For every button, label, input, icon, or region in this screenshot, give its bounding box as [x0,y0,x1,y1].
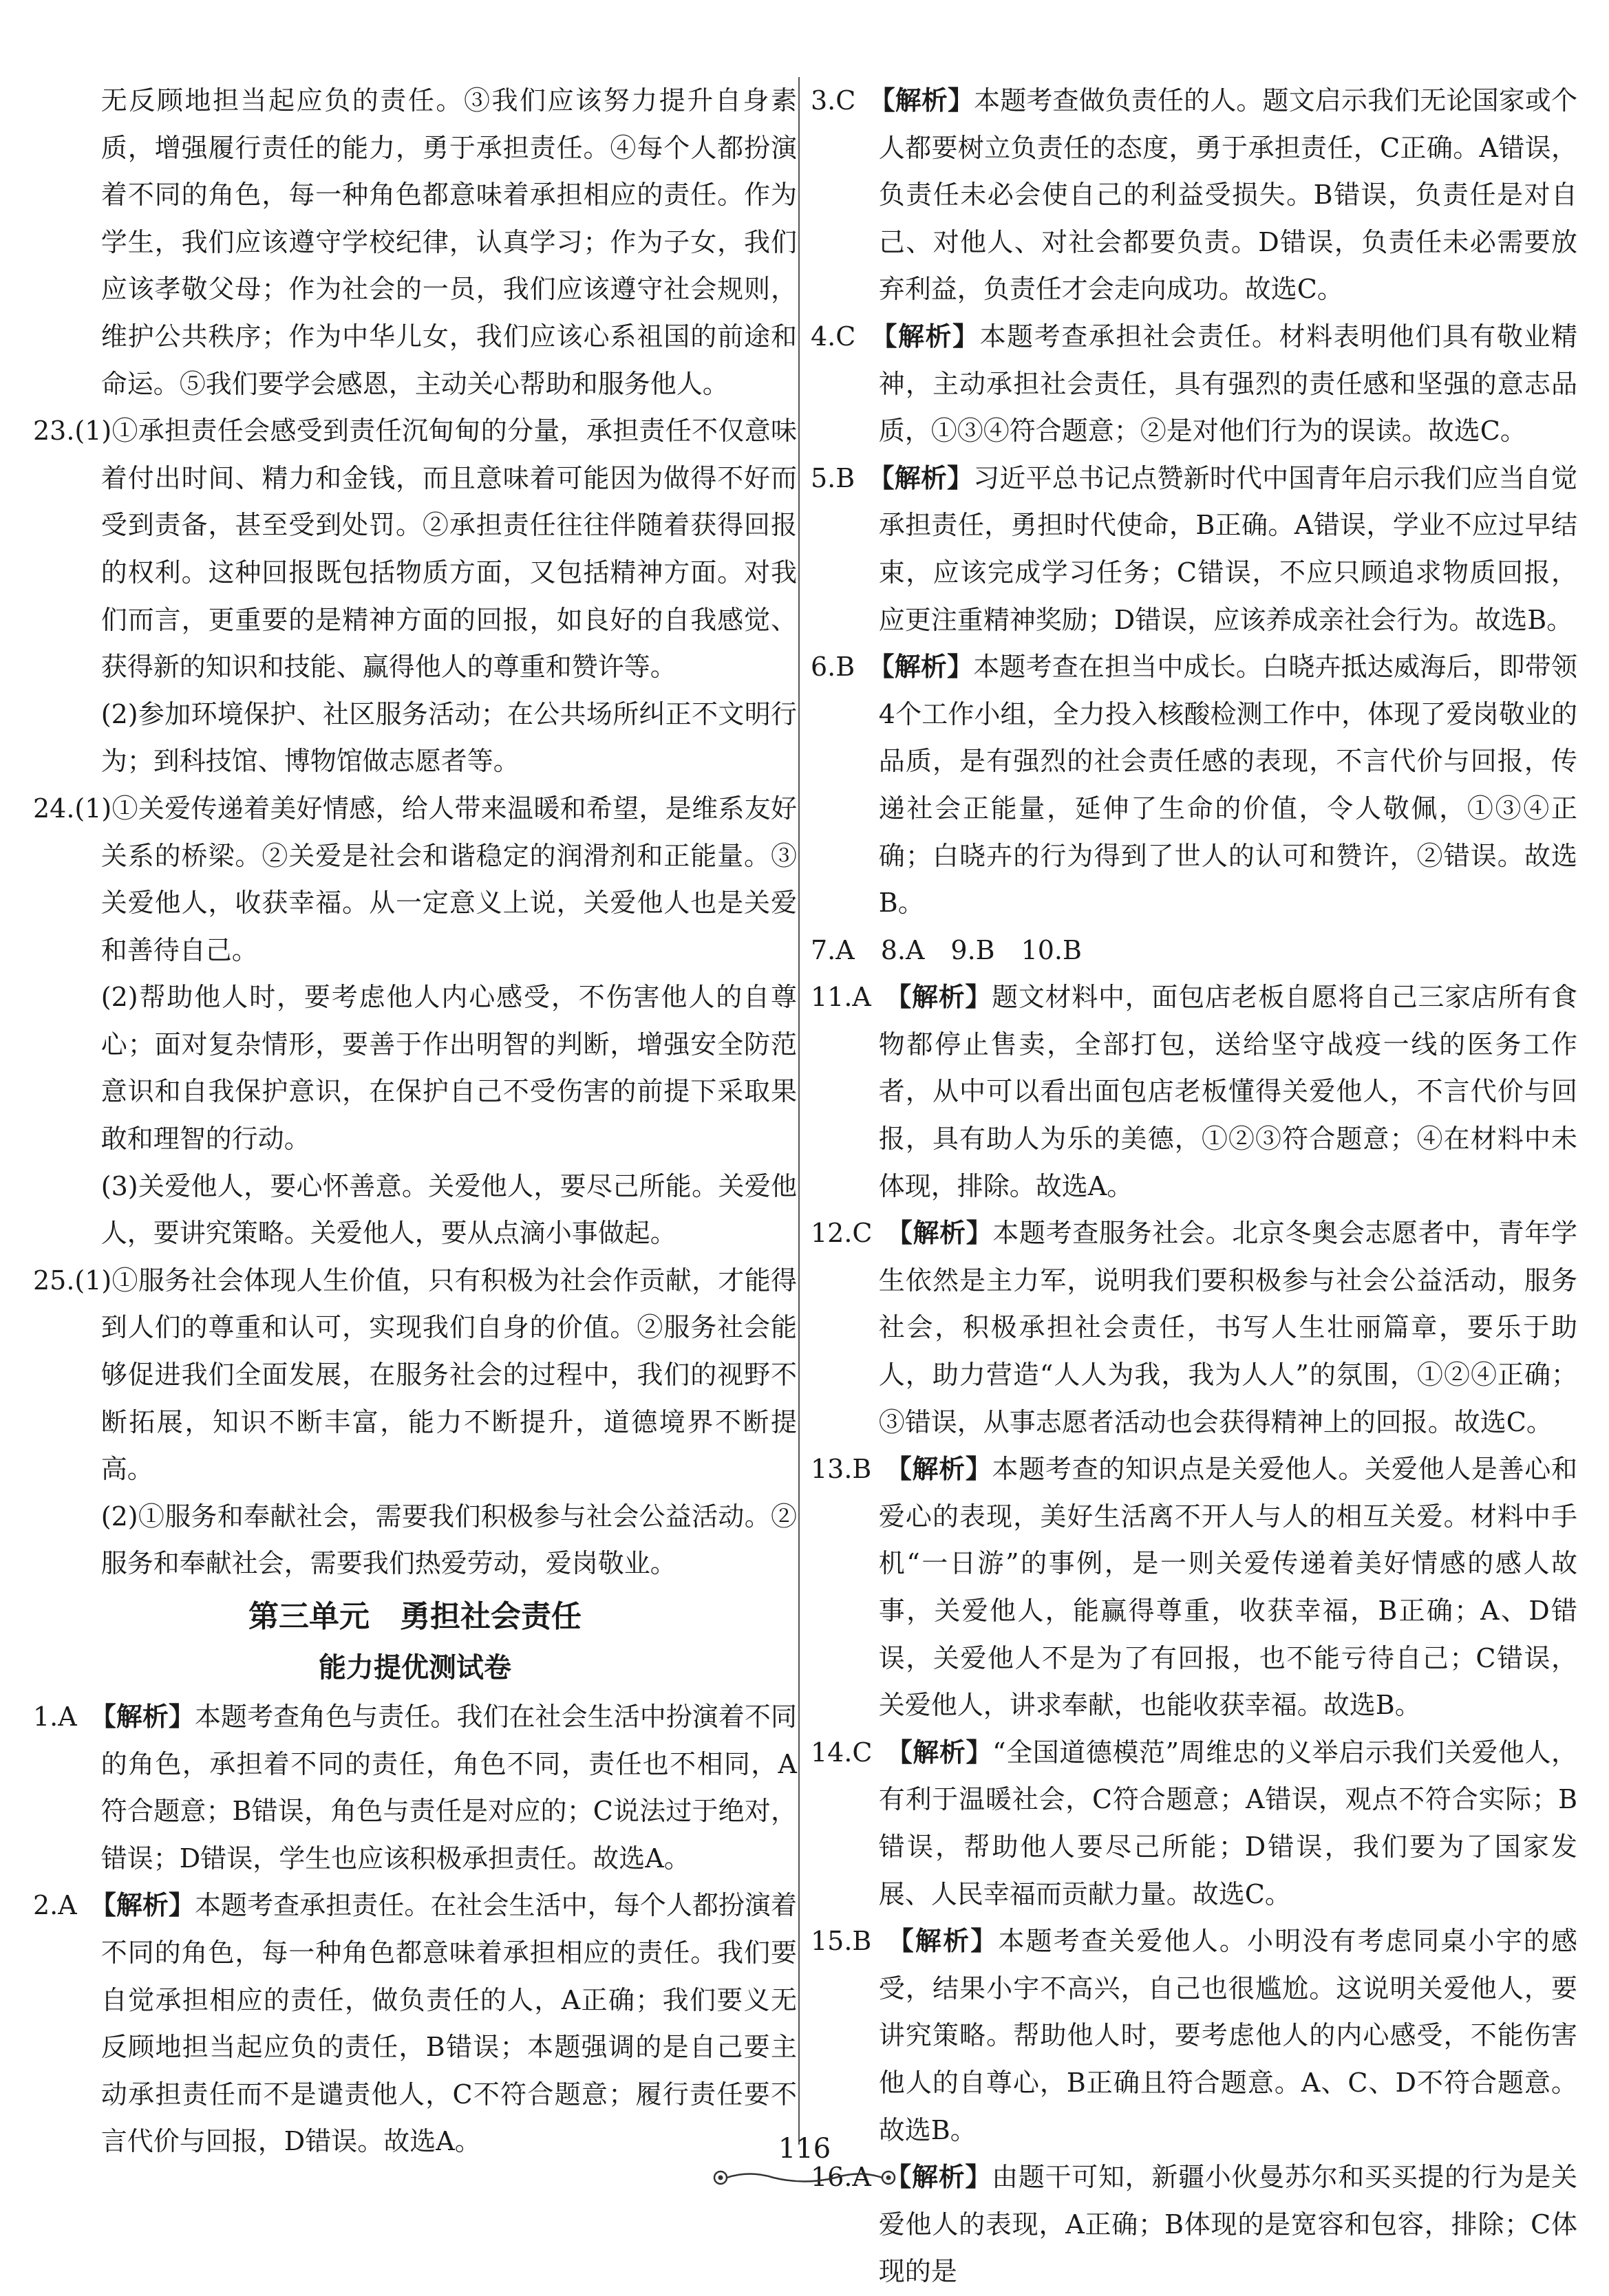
answer-24-part3: (3)关爱他人，要心怀善意。关爱他人，要尽己所能。关爱他人，要讲究策略。关爱他人，要从点滴小事做起。 [100,1170,797,1249]
answer-number: 6.B [811,652,855,683]
answer-number: 14.C [811,1737,873,1768]
answer-number: 5.B [811,462,855,493]
analysis-tag: 【解析】 [898,2162,992,2193]
answer-fragment: 无反顾地担当起应负的责任。③我们应该努力提升自身素质，增强履行责任的能力，勇于承担责任。④每个人都扮演着不同的角色，每一种角色都意味着承担相应的责任。作为学生，我们应该遵守学校纪律，认真学习；作为子女，我们应该孝敬父母；作为社会的一员，我们应该遵守社会规则，维护公共秩序；作为中华儿女，我们应该心系祖国的前途和命运。⑤我们要学会感恩，主动关心帮助和服务他人。 [100,85,797,399]
right-column [811,77,1577,2295]
answer-24-part2: (2)帮助他人时，要考虑他人内心感受，不伤害他人的自尊心；面对复杂情形，要善于作出明智的判断，增强安全防范意识和自我保护意识，在保护自己不受伤害的前提下采取果敢和理智的行动。 [100,982,797,1155]
answer-4 [811,313,1577,455]
analysis-tag: 【解析】 [898,982,992,1013]
answer-number: 2.A [33,1890,77,1921]
answer-13 [811,1446,1577,1729]
answer-6 [811,643,1577,927]
answer-text: 本题考查做负责任的人。题文启示我们无论国家或个人都要树立负责任的态度，勇于承担责任，C正确。A错误，负责任未必会使自己的利益受损失。B错误，负责任是对自己、对他人、对社会都要负责。D错误，负责任未必需要放弃利益，负责任才会走向成功。故选C。 [878,85,1577,305]
answer-text: 本题考查承担责任。在社会生活中，每个人都扮演着不同的角色，每一种角色都意味着承担相应的责任。我们要自觉承担相应的责任，做负责任的人，A正确；我们要义无反顾地担当起应负的责任，B错误；本题强调的是自己要主动承担责任而不是谴责他人，C不符合题意；履行责任要不言代价与回报，D错误。故选A。 [100,1890,797,2157]
answer-5 [811,455,1577,643]
section-title: 能力提优测试卷 [319,1652,511,1684]
analysis-tag: 【解析】 [882,85,974,116]
answer-text: 本题考查承担社会责任。材料表明他们具有敬业精神，主动承担社会责任，具有强烈的责任感和坚强的意志品质，①③④符合题意；②是对他们行为的误读。故选C。 [878,321,1577,447]
answer-11 [811,974,1577,1210]
analysis-tag: 【解析】 [898,1454,992,1485]
answer-24-part1: 24.(1)①关爱传递着美好情感，给人带来温暖和希望，是维系友好关系的桥梁。②关爱是社会和谐稳定的润滑剂和正能量。③关爱他人，收获幸福。从一定意义上说，关爱他人也是关爱和善待自己。 [33,793,797,965]
answer-text: 习近平总书记点赞新时代中国青年启示我们应当自觉承担责任，勇担时代使命，B正确。A错误，学业不应过早结束，应该完成学习任务；C错误，不应只顾追求物质回报，应更注重精神奖励；D错误，应该养成亲社会行为。故选B。 [878,462,1577,635]
answer-number: 11.A [811,982,871,1013]
scroll-ornament-icon [708,2167,901,2188]
analysis-tag: 【解析】 [881,652,974,683]
analysis-tag: 【解析】 [103,1890,195,1921]
answer-text: 题文材料中，面包店老板自愿将自己三家店所有食物都停止售卖，全部打包，送给坚守战疫一线的医务工作者，从中可以看出面包店老板懂得关爱他人，不言代价与回报，具有助人为乐的美德，①②③符合题意；④在材料中未体现，排除。故选A。 [878,982,1577,1201]
answer-text: 本题考查角色与责任。我们在社会生活中扮演着不同的角色，承担着不同的责任，角色不同，责任也不相同，A符合题意；B错误，角色与责任是对应的；C说法过于绝对，错误；D错误，学生也应该积极承担责任。故选A。 [100,1702,797,1874]
page-number: 116 [778,2133,831,2165]
answer-text: 本题考查服务社会。北京冬奥会志愿者中，青年学生依然是主力军，说明我们要积极参与社会公益活动，服务社会，积极承担社会责任，书写人生壮丽篇章，要乐于助人，助力营造“人人为我，我为人人”的氛围，①②④正确；③错误，从事志愿者活动也会获得精神上的回报。故选C。 [878,1218,1577,1437]
analysis-tag: 【解析】 [899,1737,993,1768]
answer-text: 本题考查在担当中成长。白晓卉抵达威海后，即带领4个工作小组，全力投入核酸检测工作中，体现了爱岗敬业的品质，是有强烈的社会责任感的表现，不言代价与回报，传递社会正能量，延伸了生命的价值，令人敬佩，①③④正确；白晓卉的行为得到了世人的认可和赞许，②错误。故选B。 [878,652,1577,919]
answer-number: 1.A [33,1702,77,1732]
left-column [33,77,797,2165]
answer-23-part2: (2)参加环境保护、社区服务活动；在公共场所纠正不文明行为；到科技馆、博物馆做志愿者等。 [100,698,797,777]
answer-number: 16.A [811,2162,871,2193]
answer-25-part2: (2)①服务和奉献社会，需要我们积极参与社会公益活动。②服务和奉献社会，需要我们热爱劳动，爱岗敬业。 [100,1501,797,1579]
column-divider [798,77,800,2145]
answer-25-part1: 25.(1)①服务社会体现人生价值，只有积极为社会作贡献，才能得到人们的尊重和认可，实现我们自身的价值。②服务社会能够促进我们全面发展，在服务社会的过程中，我们的视野不断拓展，知识不断丰富，能力不断提升，道德境界不断提高。 [33,1265,797,1485]
analysis-tag: 【解析】 [103,1702,195,1732]
analysis-tag: 【解析】 [884,321,980,352]
unit-title: 第三单元 勇担社会责任 [248,1599,582,1634]
answer-text: “全国道德模范”周维忠的义举启示我们关爱他人，有利于温暖社会，C符合题意；A错误，观点不符合实际；B错误，帮助他人要尽己所能；D错误，我们要为了国家发展、人民幸福而贡献力量。故选C。 [878,1737,1577,1909]
answer-14 [811,1729,1577,1918]
answer-12 [811,1210,1577,1446]
answer-text: 由题干可知，新疆小伙曼苏尔和买买提的行为是关爱他人的表现，A正确；B体现的是宽容和包容，排除；C体现的是 [878,2162,1577,2287]
answer-number: 13.B [811,1454,872,1485]
answer-15 [811,1918,1577,2154]
analysis-tag: 【解析】 [900,1926,999,1957]
answer-2 [33,1882,797,2165]
page-footer [0,2133,1609,2188]
answers-7-10: 7.A 8.A 9.B 10.B [811,934,1082,965]
analysis-tag: 【解析】 [899,1218,993,1249]
answer-number: 12.C [811,1218,873,1249]
answer-text: 本题考查的知识点是关爱他人。关爱他人是善心和爱心的表现，美好生活离不开人与人的相互关爱。材料中手机“一日游”的事例，是一则关爱传递着美好情感的感人故事，关爱他人，能赢得尊重，收获幸福，B正确；A、D错误，关爱他人不是为了有回报，也不能亏待自己；C错误，关爱他人，讲求奉献，也能收获幸福。故选B。 [878,1454,1577,1721]
answer-number: 3.C [811,85,856,116]
answer-number: 15.B [811,1926,872,1957]
answer-1 [33,1693,797,1882]
analysis-tag: 【解析】 [881,462,974,493]
answer-text: 本题考查关爱他人。小明没有考虑同桌小宇的感受，结果小宇不高兴，自己也很尴尬。这说明关爱他人，要讲究策略。帮助他人时，要考虑他人的内心感受，不能伤害他人的自尊心，B正确且符合题意。A、C、D不符合题意。故选B。 [878,1926,1577,2145]
answer-23-part1: 23.(1)①承担责任会感受到责任沉甸甸的分量，承担责任不仅意味着付出时间、精力和金钱，而且意味着可能因为做得不好而受到责备，甚至受到处罚。②承担责任往往伴随着获得回报的权利。这种回报既包括物质方面，又包括精神方面。对我们而言，更重要的是精神方面的回报，如良好的自我感觉、获得新的知识和技能、赢得他人的尊重和赞许等。 [33,416,797,683]
answer-3 [811,77,1577,313]
answer-number: 4.C [811,321,856,352]
